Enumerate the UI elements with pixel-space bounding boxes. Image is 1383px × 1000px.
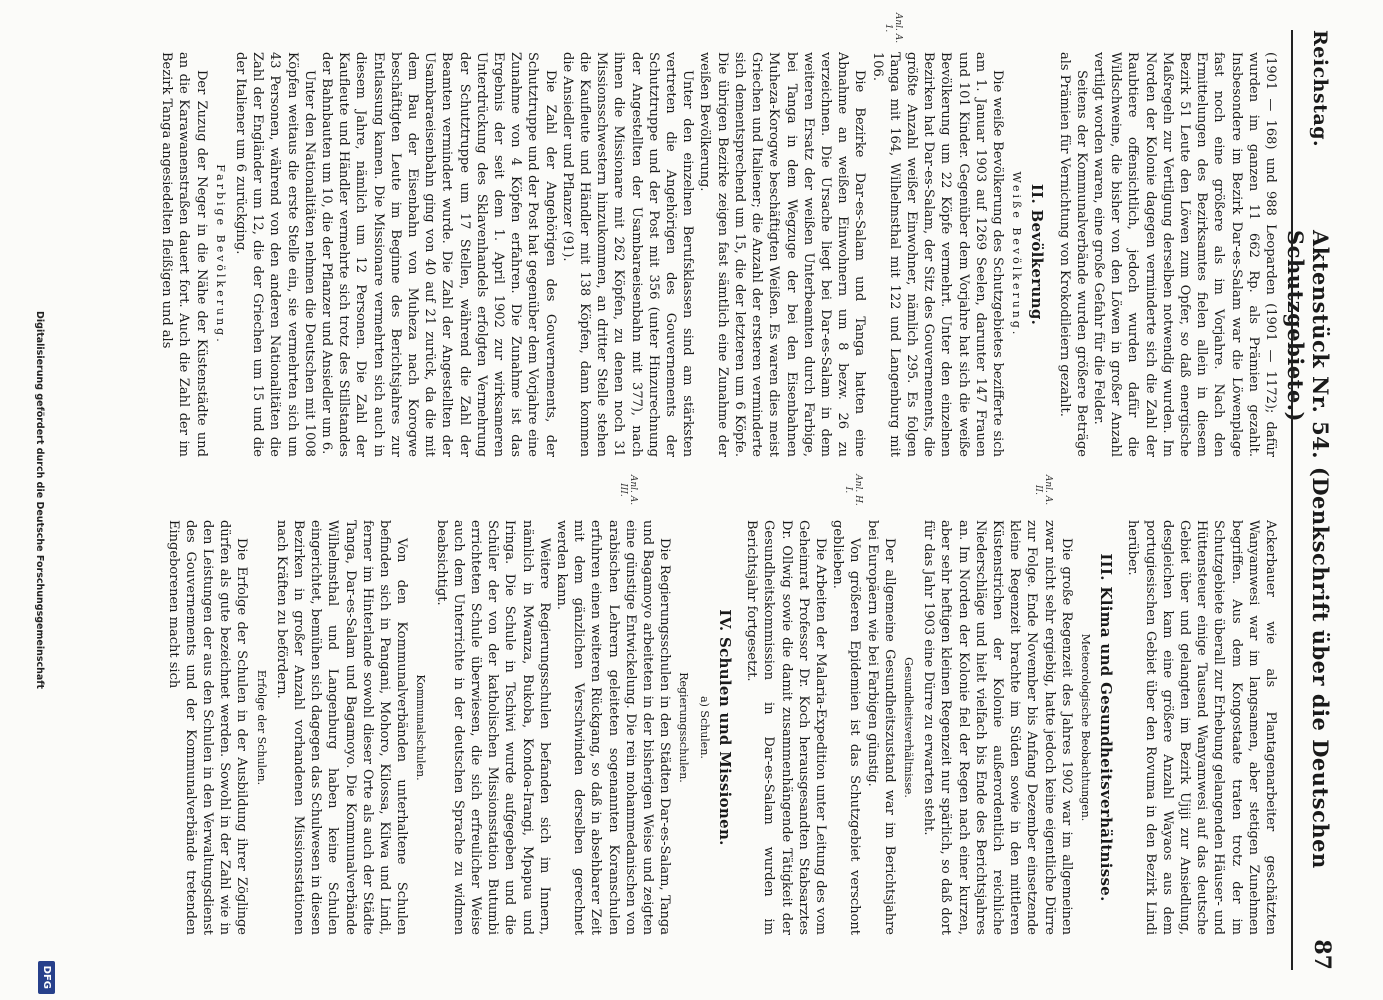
section-heading: III. Klima und Gesundheitsverhältnisse. bbox=[1097, 553, 1116, 902]
paragraph: Unter den einzelnen Berufsklassen sind am stärksten vertreten die Angehörigen des Gouvernements der Schutztruppe und der Post mit 356 (unter Hinzurechnung der Angestellten der Usambaraeisenbahn mit 377), nach ihnen die Missionare mit 262 Köpfen, zu denen noch 31 Missionsschwestern hinzukommen, an dritter Stelle stehen die Kaufleute und Händler mit 138 Köpfen, dann kommen die Ansiedler und Pflanzer (91). bbox=[559, 52, 696, 457]
subheading: Regierungsschulen. bbox=[677, 672, 691, 783]
subheading: Weiße Bevölkerung. bbox=[1010, 171, 1024, 338]
subheading: Meteorologische Beobachtungen. bbox=[1078, 633, 1092, 822]
paragraph: Weitere Regierungsschulen befanden sich im Innern, nämlich in Mwanza, Bukoba, Kondoa-Irangi, Mpapua und Iringa. Die Schule in Tschiwi wurde aufgegeben und die Schüler der von der katholischen Missionsstation Butumbi errichteten Schule überwiesen, die sich erfreulicher Weise auch dem Unterrichte in der deutschen Sprache zu widmen beabsichtigt. bbox=[433, 520, 552, 935]
margin-note: Anl. A. III. bbox=[618, 474, 638, 506]
page-number: 87 bbox=[1309, 939, 1335, 970]
margin-note: Anl. A. II. bbox=[1033, 474, 1053, 506]
paragraph: Ackerbauer wie als Plantagenarbeiter geschätzten Wanyamwesi war im langsamen, aber stetigen Zunehmen begriffen. Aus dem Kongostaate traten trotz der im Schutzgebiete überall zur Erhebung gelangenden Häuser- und Hüttensteuer einige Tausend Wanyamwesi auf das deutsche Gebiet über und gelangten im Bezirk Ujiji zur Ansiedlung, desgleichen kam eine größere Anzahl Wayaos aus dem portugiesischen Gebiet über den Rovuma in den Bezirk Lindi herüber. bbox=[1125, 520, 1278, 935]
paragraph: Die Regierungsschulen in den Städten Dar-es-Salam, Tanga und Bagamoyo arbeiteten in der bisherigen Weise und zeigten eine günstige Entwickelung. Die rein mohammedanischen von arabischen Lehrern geleiteten sogenannten Koranschulen erfuhren einen weiteren Rückgang, so daß in absehbarer Zeit mit dem gänzlichen Verschwinden derselben gerechnet werden kann. bbox=[554, 520, 673, 935]
margin-note: Anl. H. I. bbox=[843, 474, 863, 506]
section-heading: IV. Schulen und Missionen. bbox=[715, 609, 734, 846]
paragraph: (1901 — 168) und 988 Leoparden (1901 — 1172); dafür wurden im ganzen 11 662 Rp. als Prämien gezahlt. Insbesondere im Bezirk Dar-es-Salam war die Löwenplage fast noch eine größere als im Vorjahre. Nach den Ermittelungen des Bezirksamtes fielen allein in diesem Bezirk 51 Leute den Löwen zum Opfer, so daß energische Maßregeln zur Vertilgung derselben notwendig wurden. Im Norden der Kolonie dagegen verminderte sich die Zahl der Raubtiere offensichtlich, jedoch wurden dafür die Wildschweine, die bisher von den Löwen in großer Anzahl vertilgt worden waren, eine große Gefahr für die Felder. bbox=[1090, 52, 1278, 457]
paragraph: Unter den Nationalitäten nehmen die Deutschen mit 1008 Köpfen weitaus die erste Stelle ein, sie vermehrten sich um 43 Personen, während von den anderen Nationalitäten die Zahl der Engländer um 12, die der Griechen um 15 und die der Italiener um 6 zurückging. bbox=[233, 52, 317, 457]
paragraph: Von größeren Epidemien ist das Schutzgebiet verschont geblieben. bbox=[830, 520, 863, 935]
page-header bbox=[1283, 30, 1339, 990]
paragraph: Die Arbeiten der Malaria-Expedition unter Leitung des vom Geheimrat Professor Dr. Koch herausgesandten Stabsarztes Dr. Ollwig sowie die damit zusammenhängende Tätigkeit der Gesundheitskommission in Dar-es-Salam wurden im Berichtsjahr fortgesetzt. bbox=[744, 520, 828, 935]
subheading: Erfolge der Schulen. bbox=[254, 669, 268, 786]
paragraph: Die weiße Bevölkerung des Schutzgebietes bezifferte sich am 1. Januar 1903 auf 1269 Seelen, darunter 147 Frauen und 101 Kinder. Gegenüber dem Vorjahre hat sich die weiße Bevölkerung um 22 Köpfe vermehrt. Unter den einzelnen Bezirken hat Dar-es-Salam, der Sitz des Gouvernements, die größte Anzahl weißer Einwohner, nämlich 295. Es folgen Tanga mit 164, Wilhelmsthal mit 122 und Langenburg mit 106. bbox=[869, 52, 1005, 457]
margin-note: Anl. A. 1. bbox=[883, 12, 903, 44]
section-heading: II. Bevölkerung. bbox=[1028, 183, 1047, 326]
column-right bbox=[159, 520, 1279, 935]
paragraph: Der Zuzug der Neger in die Nähe der Küstenstädte und an die Karawanenstraßen dauert fort. Auch die Zahl der im Bezirk Tanga angesiedelten fleißigen und als bbox=[159, 52, 209, 457]
dfg-logo: DFG bbox=[38, 961, 55, 994]
paragraph: Seitens der Kommunalverbände wurden größere Beträge als Prämien für Vernichtung von Krokodileiern gezahlt. bbox=[1056, 52, 1089, 457]
subheading: a) Schulen. bbox=[697, 696, 711, 759]
subheading: Farbige Bevölkerung. bbox=[213, 164, 227, 345]
paragraph: Die Zahl der Angehörigen des Gouvernements, der Schutztruppe und der Post hat gegenüber dem Vorjahre eine Zunahme von 4 Köpfen erfahren. Die Zunahme ist das Ergebnis der seit dem 1. April 1902 zur wirksameren Unterdrückung des Sklavenhandels erfolgten Vermehrung der Schutztruppe um 17 Stellen, während die Zahl der Beamten vermindert wurde. Die Zahl der Angestellten der Usambaraeisenbahn ging von 40 auf 21 zurück, da die mit dem Bau der Eisenbahn von Muheza nach Korogwe beschäftigten Leute im Beginne des Berichtsjahres zur Entlassung kamen. Die Missionare vermehrten sich auch in diesem Jahre, nämlich um 12 Personen. Die Zahl der Kaufleute und Händler vermehrte sich trotz des Stillstandes der Bahnbauten um 10, die der Pflanzer und Ansiedler um 6. bbox=[319, 52, 558, 457]
header-rule bbox=[1291, 30, 1293, 970]
header-title: Aktenstück Nr. 54. (Denkschrift über die Deutschen Schutzgebiete.) bbox=[1283, 230, 1333, 869]
paragraph: Die Bezirke Dar-es-Salam und Tanga hatten eine Abnahme an weißen Einwohnern um 8 bezw. 26 zu verzeichnen. Die Ursache liegt bei Dar-es-Salam in dem weiteren Ersatz der weißen Unterbeamten durch Farbige, bei Tanga in dem Wegzuge der bei den Eisenbahnen Muheza-Korogwe beschäftigten Weißen. Es waren dies meist Griechen und Italiener; die Anzahl der ersteren verminderte sich dementsprechend um 15, die der letzteren um 6 Köpfe. Die übrigen Bezirke zeigen fast sämtlich eine Zunahme der weißen Bevölkerung. bbox=[697, 52, 868, 457]
subheading: Kommunalschulen. bbox=[414, 674, 428, 781]
paragraph: Der allgemeine Gesundheitszustand war im Berichtsjahre bei Europäern wie bei Farbigen günstig. bbox=[864, 520, 897, 935]
column-left bbox=[159, 52, 1279, 457]
subheading: Gesundheitsverhältnisse. bbox=[901, 657, 915, 798]
header-left: Reichstag. bbox=[1309, 30, 1331, 148]
digitization-credit: Digitalisierung gefördert durch die Deutsche Forschungsgemeinschaft bbox=[34, 311, 45, 689]
paragraph: Die Erfolge der Schulen in der Ausbildung ihrer Zöglinge dürfen als gute bezeichnet werden. Sowohl in der Zahl wie in den Leistungen der aus den Schulen in den Verwaltungsdienst des Gouvernements und der Kommunalverbände tretenden Eingeborenen macht sich bbox=[165, 520, 250, 935]
paragraph: Von den Kommunalverbänden unterhaltene Schulen befinden sich in Pangani, Mohoro, Kilossa, Kilwa und Lindi, ferner im Hinterlande sowohl dieser Orte als auch der Städte Tanga, Dar-es-Salam und Bagamoyo. Die Kommunalverbände Wilhelmsthal und Langenburg haben keine Schulen eingerichtet, bemühen sich dagegen das Schulwesen in diesen Bezirken in großer Anzahl vorhandenen Missionsstationen nach Kräften zu befördern. bbox=[273, 520, 410, 935]
paragraph: Die große Regenzeit des Jahres 1902 war im allgemeinen zwar nicht sehr ergiebig, hatte jedoch keine eigentliche Dürre zur Folge. Ende November bis Anfang Dezember einsetzende kleine Regenzeit brachte im Süden sowie in den mittleren Küstenstrichen der Kolonie außerordentlich reichliche Niederschläge und hielt vielfach bis Ende des Berichtsjahres an. Im Norden der Kolonie fiel der Regen nach einer kurzen, aber sehr heftigen kleinen Regenzeit nur spärlich, so daß dort für das Jahr 1903 eine Dürre zu erwarten steht. bbox=[921, 520, 1074, 935]
